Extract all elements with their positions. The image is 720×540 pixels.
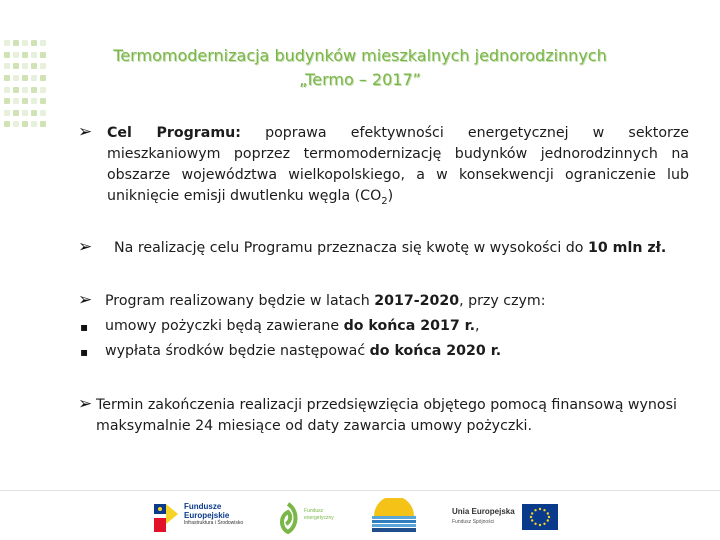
- slide-title-line-2: „Termo – 2017”: [299, 70, 421, 89]
- footer-divider: [0, 490, 720, 491]
- period-text: Program realizowany będzie w latach: [105, 293, 375, 309]
- slide-title-line-1: Termomodernizacja budynków mieszkalnych jednorodzinnych: [113, 46, 607, 65]
- period-tail: , przy czym:: [459, 293, 546, 309]
- payout-paragraph: [105, 341, 695, 362]
- payout-text: wypłata środków będzie następować: [105, 343, 370, 359]
- program-goal-text: poprawa efektywności energetycznej w sektorze mieszkaniowym poprzez termomodernizację budynków jednorodzinnych na obszarze województwa wielkopolskiego, a w konsekwencji ograniczenie lub uniknięcie emisji dwutlenku węgla (CO: [107, 125, 690, 204]
- loans-text: umowy pożyczki będą zawierane: [105, 318, 344, 334]
- unia-europejska-logo: [450, 498, 560, 538]
- arrow-bullet-icon: ➢: [78, 237, 93, 257]
- loans-paragraph: [105, 316, 695, 337]
- funding-paragraph: [114, 238, 694, 259]
- wfosigw-logo: [368, 498, 420, 538]
- logo4-line2: Fundusz Spójności: [452, 519, 495, 525]
- funding-amount: 10 mln zł.: [588, 240, 667, 256]
- eu-flag-icon: [522, 504, 558, 530]
- logo2-line1: Fundusz: [304, 508, 324, 514]
- fundusz-energetyczny-logo: [276, 498, 338, 538]
- program-goal-text-end: ): [387, 188, 394, 204]
- arrow-bullet-icon: ➢: [78, 290, 93, 310]
- payout-deadline: do końca 2020 r.: [369, 343, 502, 359]
- sun-waves-icon: [368, 498, 420, 534]
- co2-subscript: 2: [381, 195, 388, 207]
- green-swirl-icon: [276, 502, 300, 534]
- square-bullet-icon: ▪: [80, 320, 89, 334]
- funding-text: Na realizację celu Programu przeznacza się kwotę w wysokości do: [114, 240, 588, 256]
- program-goal-paragraph: [107, 123, 689, 212]
- loans-deadline: do końca 2017 r.: [343, 318, 476, 334]
- logo1-line2: Europejskie: [184, 511, 230, 520]
- logo4-line1: Unia Europejska: [452, 507, 515, 516]
- arrow-bullet-icon: ➢: [78, 122, 93, 142]
- arrow-bullet-icon: ➢: [78, 394, 93, 414]
- square-bullet-icon: ▪: [80, 345, 89, 359]
- program-goal-label: Cel Programu:: [107, 125, 241, 141]
- logo1-line3: Infrastruktura i Środowisko: [184, 520, 244, 526]
- deadline-paragraph: Termin zakończenia realizacji przedsięwzięcia objętego pomocą finansową wynosi maksymalnie 24 miesiące od daty zawarcia umowy pożyczki.: [96, 397, 677, 434]
- fundusze-europejskie-logo: [152, 498, 262, 538]
- logo1-line1: Fundusze: [184, 502, 222, 511]
- fundusze-europejskie-emblem-icon: [152, 500, 180, 536]
- loans-tail: ,: [475, 318, 480, 334]
- period-paragraph: [105, 291, 695, 312]
- period-years: 2017-2020: [374, 293, 460, 309]
- logo2-line2: energetyczny: [304, 515, 334, 521]
